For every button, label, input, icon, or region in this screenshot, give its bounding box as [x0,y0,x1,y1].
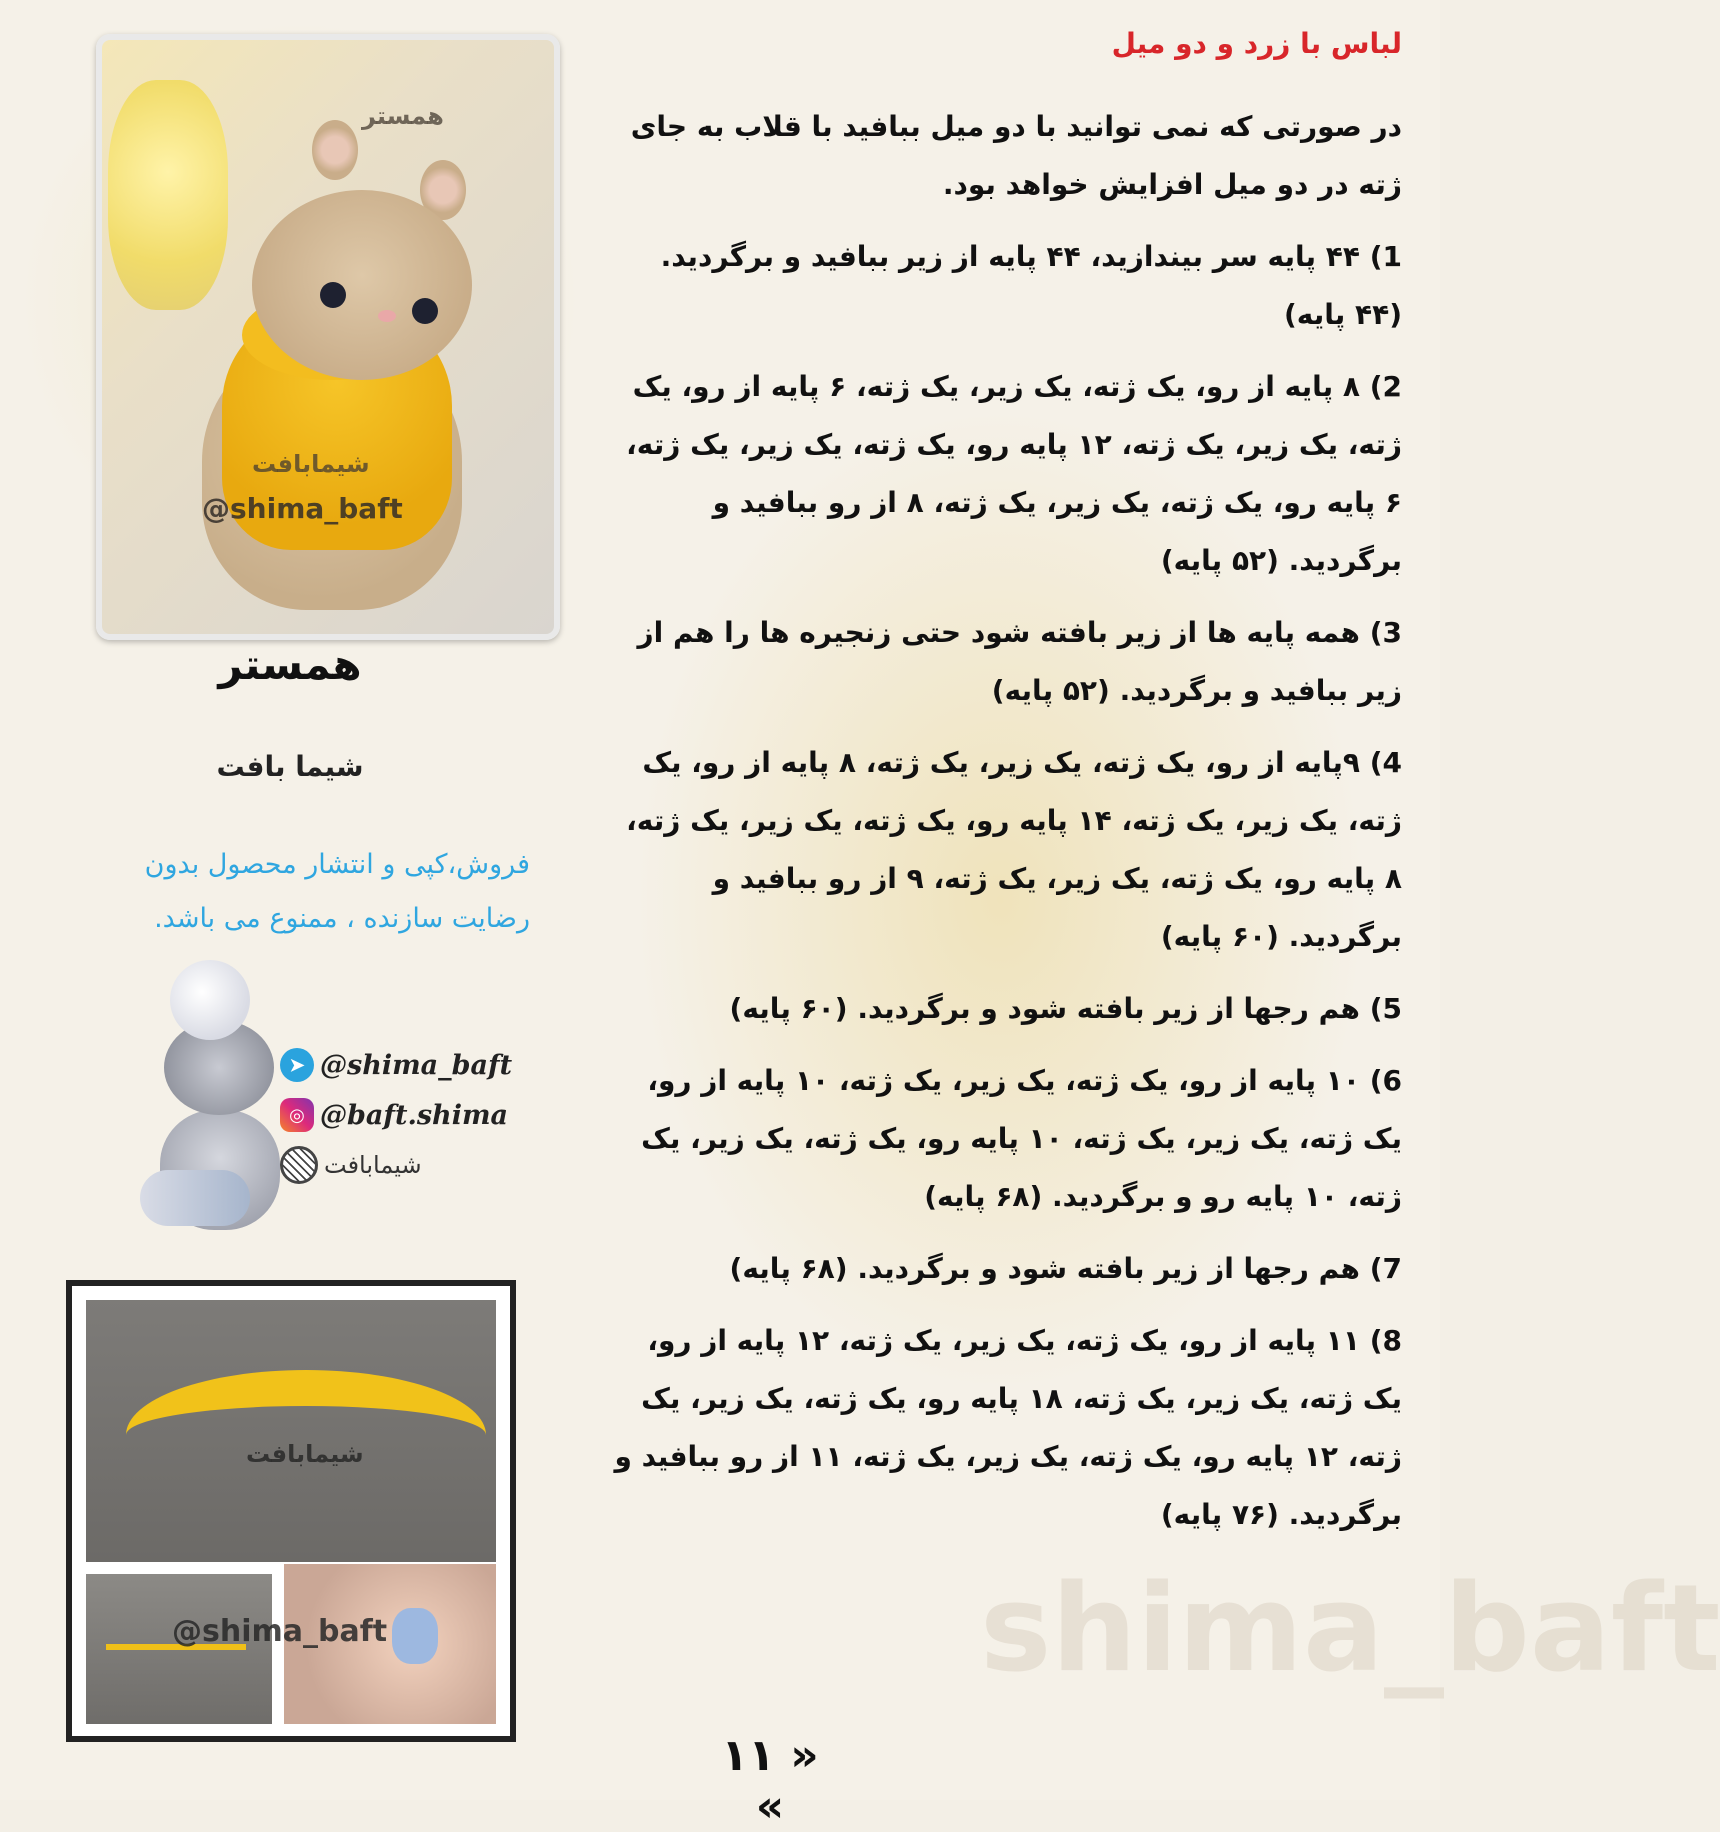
process-photo-label-top: شیمابافت [246,1440,364,1468]
needle-photo [86,1574,272,1724]
instagram-icon: ◎ [280,1098,314,1132]
intro-paragraph: در صورتی که نمی توانید با دو میل ببافید با قلاب به جای ژته در دو میل افزایش خواهد بود. [630,110,1402,201]
step-4: 4) ۹پایه از رو، یک ژته، یک زیر، یک ژته، ۸ پایه از رو، یک ژته، یک زیر، یک ژته، ۱۴ پایه رو، یک ژته، یک زیر، یک ژته، ۸ پایه رو، یک ژته، یک زیر، یک ژته، ۹ از رو ببافید و برگردید. (۶۰ پایه) [626,746,1402,953]
step-3: 3) همه پایه ها از زیر بافته شود حتی زنجیره ها را هم از زیر ببافید و برگردید. (۵۲ پایه) [637,616,1402,707]
page-number: « ۱۱ » [721,1730,819,1832]
step-6: 6) ۱۰ پایه از رو، یک ژته، یک زیر، یک ژته، ۱۰ پایه از رو، یک ژته، یک زیر، یک ژته، ۱۰ پایه رو، یک ژته، یک زیر، یک ژته، ۱۰ پایه رو و برگردید. (۶۸ پایه) [641,1064,1402,1213]
telegram-link[interactable] [280,1040,520,1090]
knitted-strip-photo [86,1300,496,1562]
watermark: shima_baft [980,1560,1720,1699]
social-links [280,1040,520,1190]
step-2: 2) ۸ پایه از رو، یک ژته، یک زیر، یک ژته، ۶ پایه از رو، یک ژته، یک زیر، یک ژته، ۱۲ پایه رو، یک ژته، یک زیر، یک ژته، ۶ پایه رو، یک ژته، یک زیر، یک ژته، ۸ از رو ببافید و برگردید. (۵۲ پایه) [626,370,1402,577]
process-photo [66,1280,516,1742]
pattern-title: همستر [218,640,362,689]
step-7: 7) هم رجها از زیر بافته شود و برگردید. (۶۸ پایه) [729,1252,1402,1285]
flowers-background [108,80,228,310]
step-8: 8) ۱۱ پایه از رو، یک ژته، یک زیر، یک ژته، ۱۲ پایه از رو، یک ژته، یک زیر، یک ژته، ۱۸ پایه رو، یک ژته، یک زیر، یک ژته، ۱۲ پایه رو، یک ژته، یک زیر، یک ژته، ۱۱ از رو ببافید و برگردید. (۷۶ پایه) [614,1324,1402,1531]
copyright-notice: فروش،کپی و انتشار محصول بدون رضایت سازنده ، ممنوع می باشد. [144,849,530,934]
telegram-handle: @shima_baft [320,1049,513,1081]
instagram-handle: @baft.shima [320,1099,509,1131]
process-photo-label-handle: @shima_baft [172,1614,388,1649]
brand-name: شیمابافت [324,1151,422,1179]
hamster-nose [378,310,396,322]
hamster-photo [96,34,560,640]
hamster-ear-left [312,120,358,180]
mascot-hat [170,960,250,1040]
photo-label-top: همستر [362,102,444,130]
brand-row [280,1140,520,1190]
hamster-eye-left [320,282,346,308]
step-5: 5) هم رجها از زیر بافته شود و برگردید. (۶۰ پایه) [729,992,1402,1025]
author-name: شیما بافت [216,750,364,783]
hamster-head [252,190,472,380]
section-title: لباس با زرد و دو میل [1111,27,1402,60]
telegram-icon: ➤ [280,1048,314,1082]
photo-label-mid: شیمابافت [252,450,370,478]
photo-label-handle: @shima_baft [202,492,403,525]
yellow-knitted-strip [126,1370,486,1500]
mascot-yarn [140,1170,250,1226]
step-1: 1) ۴۴ پایه سر بیندازید، ۴۴ پایه از زیر ببافید و برگردید. (۴۴ پایه) [660,240,1402,331]
fingernail [392,1608,438,1664]
yarn-ball-icon [280,1146,318,1184]
instagram-link[interactable] [280,1090,520,1140]
hamster-eye-right [412,298,438,324]
instructions-column [612,20,1402,1558]
